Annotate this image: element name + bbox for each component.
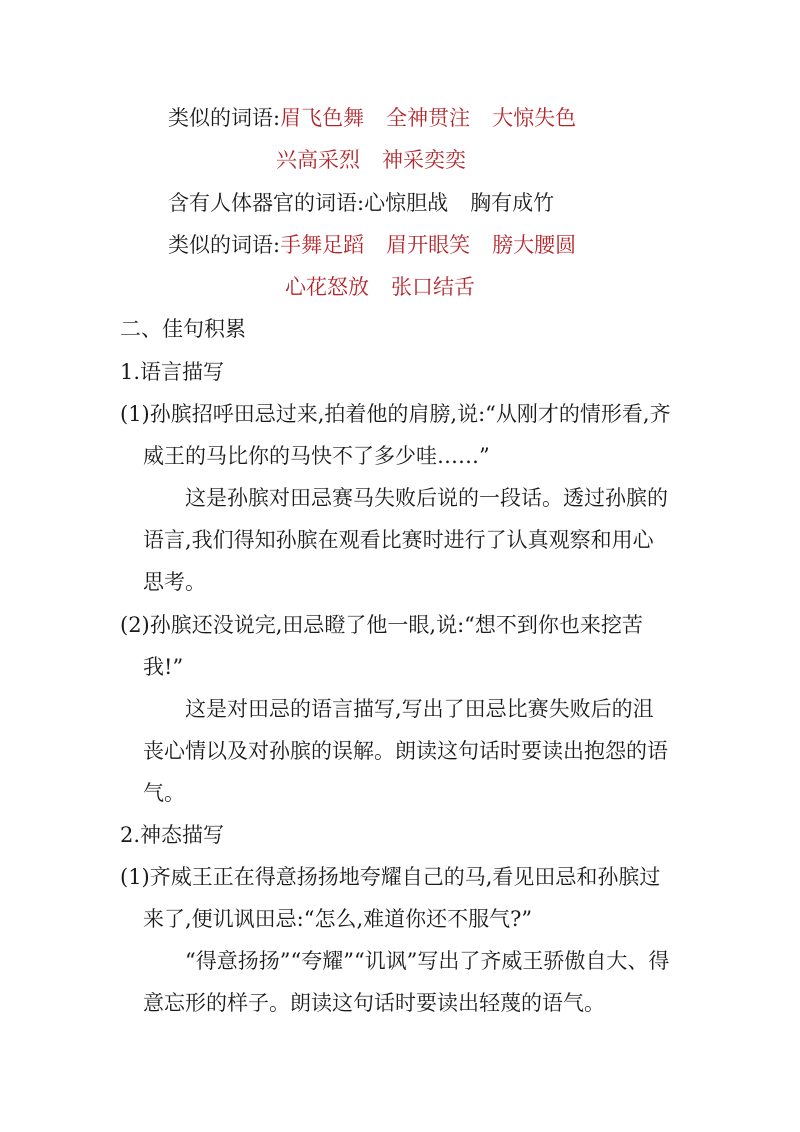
organ-word: 胸有成竹 — [470, 191, 555, 215]
similar-word: 全神贯注 — [386, 106, 471, 130]
quote-line: 我!” — [143, 655, 184, 679]
analysis-line: 语言,我们得知孙膑在观看比赛时进行了认真观察和用心 — [143, 528, 654, 552]
organ-word: 心惊胆战 — [364, 191, 449, 215]
quote-line: 威王的马比你的马快不了多少哇……” — [143, 444, 490, 468]
similar-word: 膀大腰圆 — [492, 233, 577, 257]
analysis-line: 这是对田忌的语言描写,写出了田忌比赛失败后的沮 — [185, 697, 654, 721]
similar-words-row-2b — [285, 273, 475, 301]
analysis-line: 意忘形的样子。朗读这句话时要读出轻蔑的语气。 — [143, 991, 605, 1015]
analysis-line: 丧心情以及对孙膑的误解。朗读这句话时要读出抱怨的语 — [143, 739, 668, 763]
section-heading: 二、佳句积累 — [120, 317, 246, 341]
analysis-line: 气。 — [143, 781, 185, 805]
similar-word: 神采奕奕 — [382, 148, 466, 172]
quote-line: (2)孙膑还没说完,田忌瞪了他一眼,说:“想不到你也来挖苦 — [120, 613, 643, 637]
similar-words-label: 类似的词语: — [168, 233, 281, 257]
similar-word: 眉飞色舞 — [280, 106, 365, 130]
similar-word: 大惊失色 — [492, 106, 577, 130]
organ-words-row — [168, 189, 554, 217]
similar-words-label: 类似的词语: — [168, 106, 281, 130]
similar-word: 张口结舌 — [391, 275, 475, 299]
subsection-heading: 1.语言描写 — [120, 360, 225, 384]
similar-words-row-1b — [276, 146, 466, 174]
organ-words-label: 含有人体器官的词语: — [168, 191, 365, 215]
similar-words-row-2 — [168, 231, 576, 259]
quote-line: (1)孙膑招呼田忌过来,拍着他的肩膀,说:“从刚才的情形看,齐 — [120, 402, 671, 426]
quote-line: 来了,便讥讽田忌:“怎么,难道你还不服气?” — [143, 907, 533, 931]
analysis-line: “得意扬扬”“夸耀”“讥讽”写出了齐威王骄傲自大、得 — [185, 949, 670, 973]
analysis-line: 这是孙膑对田忌赛马失败后说的一段话。透过孙膑的 — [185, 486, 668, 510]
similar-word: 眉开眼笑 — [386, 233, 471, 257]
similar-word: 手舞足蹈 — [280, 233, 365, 257]
analysis-line: 思考。 — [143, 570, 206, 594]
similar-word: 心花怒放 — [285, 275, 369, 299]
subsection-heading: 2.神态描写 — [120, 823, 225, 847]
similar-word: 兴高采烈 — [276, 148, 360, 172]
quote-line: (1)齐威王正在得意扬扬地夸耀自己的马,看见田忌和孙膑过 — [120, 865, 661, 889]
similar-words-row-1 — [168, 104, 576, 132]
